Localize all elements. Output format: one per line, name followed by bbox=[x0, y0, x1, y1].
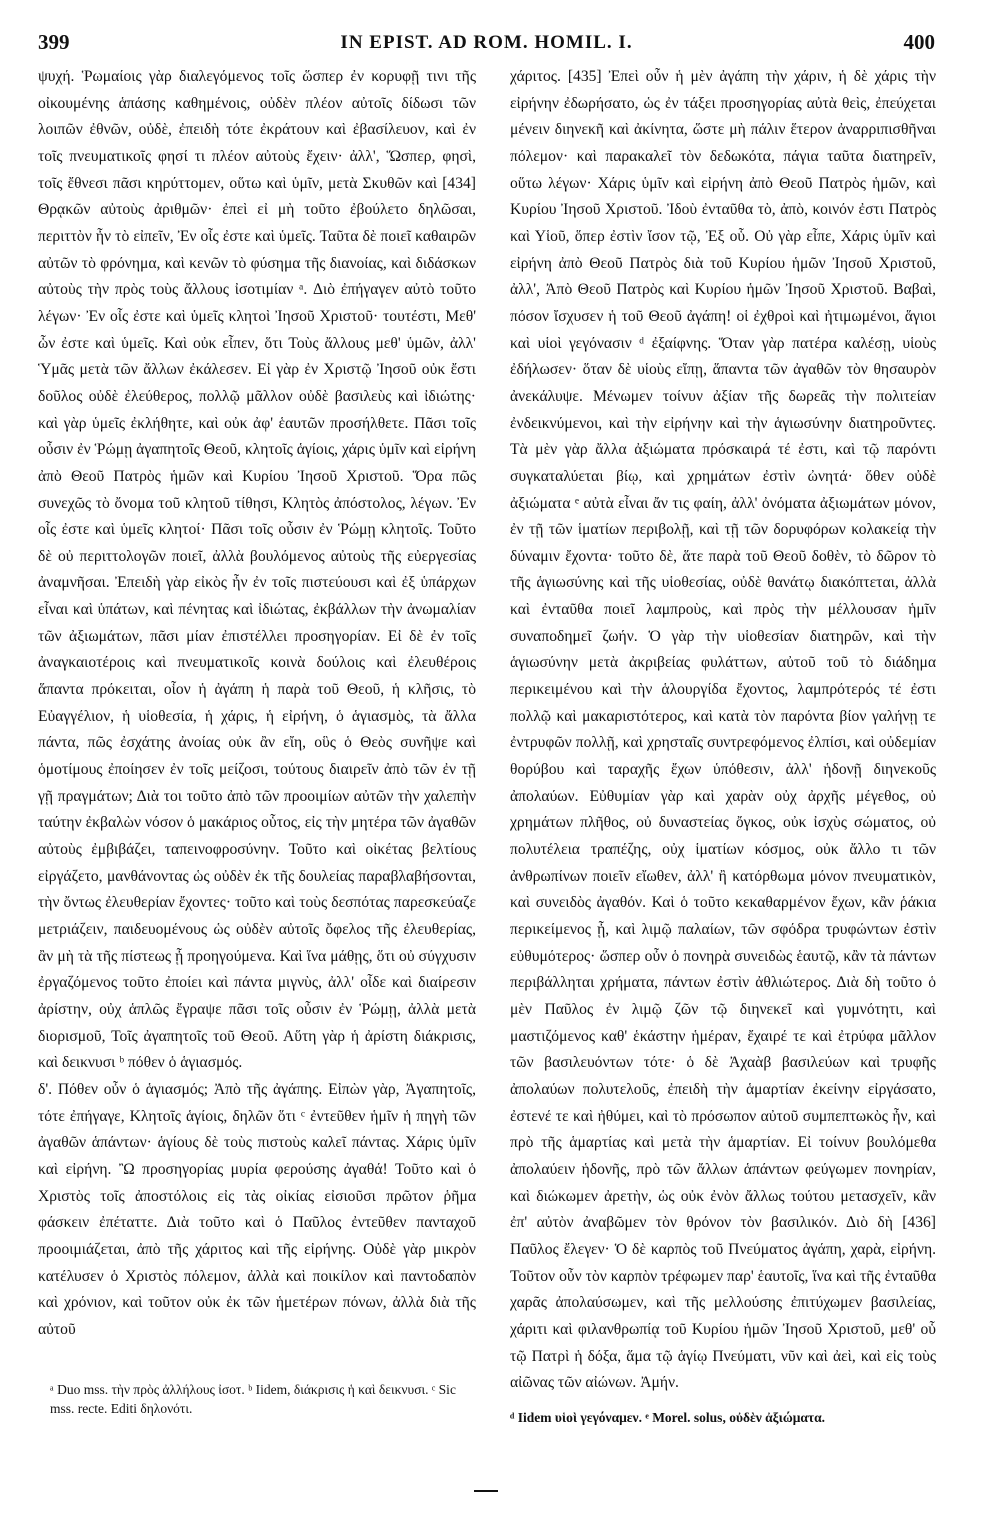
paragraph: ψυχή. Ῥωμαίοις γὰρ διαλεγόμενος τοῖς ὥσπερ ἐν κορυφῇ τινι τῆς οἰκουμένης ἁπάσης καθημένοις, οὐδὲν πλέον αὐτοῖς δίδωσι τῶν λοιπῶν ἐθνῶν, οὐδὲ, ἐπειδὴ τότε ἐκράτουν καὶ ἐβασίλευον, καὶ ἐν τοῖς πνευματικοῖς φησί τι πλέον αὐτοὺς ἔχειν· ἀλλ', Ὥσπερ, φησὶ, τοῖς ἔθνεσι πᾶσι κηρύττομεν, οὕτω καὶ ὑμῖν, μετὰ Σκυθῶν καὶ [434] Θρᾳκῶν αὐτοὺς ἀριθμῶν· ἐπεὶ εἰ μὴ τοῦτο ἐβούλετο δηλῶσαι, περιττὸν ἦν τὸ εἰπεῖν, Ἐν οἷς ἐστε καὶ ὑμεῖς. Ταῦτα δὲ ποιεῖ καθαιρῶν αὐτῶν τὸ φρόνημα, καὶ κενῶν τὸ φύσημα τῆς διανοίας, καὶ διδάσκων αὐτοὺς τὴν πρὸς τοὺς ἄλλους ἰσοτιμίαν ᵃ. Διὸ ἐπήγαγεν αὐτὸ τοῦτο λέγων· Ἐν οἷς ἐστε καὶ ὑμεῖς κλητοὶ Ἰησοῦ Χριστοῦ· τουτέστι, Μεθ' ὧν ἐστε καὶ ὑμεῖς. Καὶ οὐκ εἶπεν, ὅτι Τοὺς ἄλλους μεθ' ὑμῶν, ἀλλ' Ὑμᾶς μετὰ τῶν ἄλλων ἐκάλεσεν. Εἰ γὰρ ἐν Χριστῷ Ἰησοῦ οὐκ ἔστι δοῦλος οὐδὲ ἐλεύθερος, πολλῷ μᾶλλον οὐδὲ βασιλεὺς καὶ ἰδιώτης· καὶ γὰρ ὑμεῖς ἐκλήθητε, καὶ οὐκ ἀφ' ἑαυτῶν προσήλθετε. Πᾶσι τοῖς οὖσιν ἐν Ῥώμῃ ἀγαπητοῖς Θεοῦ, κλητοῖς ἁγίοις, χάρις ὑμῖν καὶ εἰρήνη ἀπὸ Θεοῦ Πατρὸς ἡμῶν καὶ Κυρίου Ἰησοῦ Χριστοῦ. Ὅρα πῶς συνεχῶς τὸ ὄνομα τοῦ κλητοῦ τίθησι, Κλητὸς ἀπόστολος, λέγων. Ἐν οἷς ἐστε καὶ ὑμεῖς κλητοί· Πᾶσι τοῖς οὖσιν ἐν Ῥώμῃ κλητοῖς. Τοῦτο δὲ οὐ περιττολογῶν ποιεῖ, ἀλλὰ βουλόμενος αὐτοὺς τῆς εὐεργεσίας ἀναμνῆσαι. Ἐπειδὴ γὰρ εἰκὸς ἦν ἐν τοῖς πιστεύουσι καὶ ἐξ ὑπάρχων εἶναι καὶ ὑπάτων, καὶ πένητας καὶ ἰδιώτας, ἐκβάλλων τὴν ἀνωμαλίαν τῶν ἀξιωμάτων, πᾶσι μίαν ἐπιστέλλει προσηγορίαν. Εἰ δὲ ἐν τοῖς ἀναγκαιοτέροις καὶ πνευματικοῖς κοινὰ δούλοις καὶ ἐλευθέροις ἅπαντα πρόκειται, οἷον ἡ ἀγάπη ἡ παρὰ τοῦ Θεοῦ, ἡ κλῆσις, τὸ Εὐαγγέλιον, ἡ υἱοθεσία, ἡ χάρις, ἡ εἰρήνη, ὁ ἁγιασμὸς, τὰ ἄλλα πάντα, πῶς ἐσχάτης ἀνοίας οὐκ ἂν εἴη, οὓς ὁ Θεὸς συνῆψε καὶ ὁμοτίμους ἐποίησεν ἐν τοῖς μείζοσι, τούτους διαιρεῖν ἀπὸ τῶν ἐν τῇ γῇ πραγμάτων; Διὰ τοι τοῦτο ἀπὸ τῶν προοιμίων αὐτῶν τὴν χαλεπὴν ταύτην ἐκβαλὼν νόσον ὁ μακάριος οὗτος, εἰς τὴν μητέρα τῶν ἀγαθῶν αὐτοὺς ἐμβιβάζει, ταπεινοφροσύνην. Τοῦτο καὶ οἰκέτας βελτίους εἰργάζετο, μανθάνοντας ὡς οὐδὲν ἐκ τῆς δουλείας παραβλαβήσονται, τὴν ὄντως ἐλευθερίαν ἔχοντες· τοῦτο καὶ τοὺς δεσπότας παρεσκεύαζε μετριάζειν, παιδευομένους ὡς οὐδὲν αὐτοῖς ὄφελος τῆς ἐλευθερίας, ἂν μὴ τὰ τῆς πίστεως ᾖ προηγούμενα. Καὶ ἵνα μάθῃς, ὅτι οὐ σύγχυσιν ἐργαζόμενος τοῦτο ἐποίει καὶ πάντα μιγνὺς, ἀλλ' οἶδε καὶ διαίρεσιν ἀρίστην, οὐχ ἁπλῶς ἔγραψε πᾶσι τοῖς οὖσιν ἐν Ῥώμῃ, ἀλλὰ μετὰ διορισμοῦ, Τοῖς ἀγαπητοῖς τοῦ Θεοῦ. Αὕτη γὰρ ἡ ἀρίστη διάκρισις, καὶ δεικνυσι ᵇ πόθεν ὁ ἁγιασμός. bbox=[38, 68, 476, 1072]
page-number-left: 399 bbox=[38, 30, 70, 54]
right-column bbox=[510, 64, 936, 1397]
page-end-dash bbox=[474, 1490, 498, 1492]
paragraph: χάριτος. [435] Ἐπεὶ οὖν ἡ μὲν ἀγάπη τὴν χάριν, ἡ δὲ χάρις τὴν εἰρήνην ἐδωρήσατο, ὡς ἐν τάξει προσηγορίας αὐτὰ θεὶς, ἐπεύχεται μένειν διηνεκῆ καὶ ἀκίνητα, ὥστε μὴ πάλιν ἕτερον ἀναρριπισθῆναι πόλεμον· καὶ παρακαλεῖ τὸν δεδωκότα, πάγια ταῦτα διατηρεῖν, οὕτω λέγων· Χάρις ὑμῖν καὶ εἰρήνη ἀπὸ Θεοῦ Πατρὸς ἡμῶν, καὶ Κυρίου Ἰησοῦ Χριστοῦ. Ἰδοὺ ἐνταῦθα τὸ, ἀπὸ, κοινόν ἐστι Πατρὸς καὶ Υἱοῦ, ὅπερ ἐστὶν ἴσον τῷ, Ἐξ οὗ. Οὐ γὰρ εἶπε, Χάρις ὑμῖν καὶ εἰρήνη ἀπὸ Θεοῦ Πατρὸς διὰ τοῦ Κυρίου ἡμῶν Ἰησοῦ Χριστοῦ, ἀλλ', Ἀπὸ Θεοῦ Πατρὸς καὶ Κυρίου ἡμῶν Ἰησοῦ Χριστοῦ. Βαβαὶ, πόσον ἴσχυσεν ἡ τοῦ Θεοῦ ἀγάπη! οἱ ἐχθροὶ καὶ ἠτιμωμένοι, ἅγιοι καὶ υἱοὶ γεγόνασιν ᵈ ἐξαίφνης. Ὅταν γὰρ πατέρα καλέσῃ, υἱοὺς ἐδήλωσεν· ὅταν δὲ υἱοὺς εἴπῃ, ἅπαντα τῶν ἀγαθῶν τὸν θησαυρὸν ἀνεκάλυψε. Μένωμεν τοίνυν ἀξίαν τῆς δωρεᾶς τὴν πολιτείαν ἐνδεικνύμενοι, καὶ τὴν εἰρήνην καὶ τὴν ἁγιωσύνην διατηροῦντες. Τὰ μὲν γὰρ ἄλλα ἀξιώματα πρόσκαιρά τέ ἐστι, καὶ τῷ παρόντι συγκαταλύεται βίῳ, καὶ χρημάτων ἐστὶν ὠνητά· ὅθεν οὐδὲ ἀξιώματα ᵉ αὐτὰ εἶναι ἄν τις φαίη, ἀλλ' ὀνόματα ἀξιωμάτων μόνον, ἐν τῇ τῶν ἱματίων περιβολῇ, καὶ τῇ τῶν δορυφόρων κολακείᾳ τὴν δύναμιν ἔχοντα· τοῦτο δὲ, ἅτε παρὰ τοῦ Θεοῦ δοθὲν, τὸ δῶρον τὸ τῆς ἁγιωσύνης καὶ τῆς υἱοθεσίας, οὐδὲ θανάτῳ διακόπτεται, ἀλλὰ καὶ ἐνταῦθα ποιεῖ λαμπροὺς, καὶ πρὸς τὴν μέλλουσαν ἡμῖν συναποδημεῖ ζωήν. Ὁ γὰρ τὴν υἱοθεσίαν διατηρῶν, καὶ τὴν ἁγιωσύνην μετὰ ἀκριβείας φυλάττων, αὐτοῦ τοῦ τὸ διάδημα περικειμένου καὶ τὴν ἁλουργίδα ἔχοντος, λαμπρότερός τέ ἐστι πολλῷ καὶ μακαριστότερος, καὶ κατὰ τὸν παρόντα βίον γαλήνῃ τε ἐντρυφῶν πολλῇ, καὶ χρησταῖς συντρεφόμενος ἐλπίσι, καὶ οὐδεμίαν θορύβου καὶ ταραχῆς ἔχων ὑπόθεσιν, ἀλλ' ἡδονῇ διηνεκοῦς ἀπολαύων. Εὐθυμίαν γὰρ καὶ χαρὰν οὐχ ἀρχῆς μέγεθος, οὐ χρημάτων πλῆθος, οὐ δυναστείας ὄγκος, οὐκ ἰσχὺς σώματος, οὐ πολυτέλεια τραπέζης, οὐχ ἱματίων κόσμος, οὐκ ἄλλο τι τῶν ἀνθρωπίνων ποιεῖν εἴωθεν, ἀλλ' ἢ κατόρθωμα μόνον πνευματικὸν, καὶ συνειδὸς ἀγαθόν. Καὶ ὁ τοῦτο κεκαθαρμένον ἔχων, κἂν ῥάκια περικείμενος ᾖ, καὶ λιμῷ παλαίων, τῶν σφόδρα τρυφώντων ἐστὶν εὐθυμότερος· ὥσπερ οὖν ὁ πονηρὰ συνειδὼς ἑαυτῷ, κἂν τὰ πάντων περιβάλληται χρήματα, πάντων ἐστὶν ἀθλιώτερος. Διὰ δὴ τοῦτο ὁ μὲν Παῦλος ἐν λιμῷ ζῶν τῷ διηνεκεῖ καὶ γυμνότητι, καὶ μαστιζόμενος καθ' ἑκάστην ἡμέραν, ἔχαιρέ τε καὶ ἐτρύφα μᾶλλον τῶν βασιλευόντων τότε· ὁ δὲ Ἀχαὰβ βασιλεύων καὶ τρυφῆς ἀπολαύων πολυτελοῦς, ἐπειδὴ τὴν ἁμαρτίαν ἐκείνην εἰργάσατο, ἐστενέ τε καὶ ἠθύμει, καὶ τὸ πρόσωπον αὐτοῦ συμπεπτωκὸς ἦν, καὶ πρὸ τῆς ἁμαρτίας καὶ μετὰ τὴν ἁμαρτίαν. Εἰ τοίνυν βουλόμεθα ἀπολαύειν ἡδονῆς, πρὸ τῶν ἄλλων ἁπάντων φεύγωμεν πονηρίαν, καὶ διώκωμεν ἀρετὴν, ὡς οὐκ ἐνὸν ἄλλως τούτου μετασχεῖν, κἂν ἐπ' αὐτὸν ἀναβῶμεν τὸν θρόνον τὸν βασιλικόν. Διὸ δὴ [436] Παῦλος ἔλεγεν· Ὁ δὲ καρπὸς τοῦ Πνεύματος ἀγάπη, χαρὰ, εἰρήνη. Τοῦτον οὖν τὸν καρπὸν τρέφωμεν παρ' ἑαυτοῖς, ἵνα καὶ τῆς ἐνταῦθα χαρᾶς ἀπολαύσωμεν, καὶ τῆς μελλούσης ἐπιτύχωμεν βασιλείας, χάριτι καὶ φιλανθρωπίᾳ τοῦ Κυρίου ἡμῶν Ἰησοῦ Χριστοῦ, μεθ' οὗ τῷ Πατρὶ ἡ δόξα, ἅμα τῷ ἁγίῳ Πνεύματι, νῦν καὶ ἀεὶ, καὶ εἰς τοὺς αἰῶνας τῶν αἰώνων. Ἀμήν. bbox=[510, 68, 936, 1392]
running-title: IN EPIST. AD ROM. HOMIL. I. bbox=[340, 32, 633, 53]
paragraph: δ'. Πόθεν οὖν ὁ ἁγιασμός; Ἀπὸ τῆς ἀγάπης. Εἰπὼν γὰρ, Ἀγαπητοῖς, τότε ἐπήγαγε, Κλητοῖς ἁγίοις, δηλῶν ὅτι ᶜ ἐντεῦθεν ἡμῖν ἡ πηγὴ τῶν ἀγαθῶν ἁπάντων· ἁγίους δὲ τοὺς πιστοὺς καλεῖ πάντας. Χάρις ὑμῖν καὶ εἰρήνη. Ὢ προσηγορίας μυρία φερούσης ἀγαθά! Τοῦτο καὶ ὁ Χριστὸς τοῖς ἀποστόλοις εἰς τὰς οἰκίας εἰσιοῦσι πρῶτον ῥῆμα φάσκειν ἐπέταττε. Διὰ τοῦτο καὶ ὁ Παῦλος ἐντεῦθεν πανταχοῦ προοιμιάζεται, ἀπὸ τῆς χάριτος καὶ τῆς εἰρήνης. Οὐδὲ γὰρ μικρὸν κατέλυσεν ὁ Χριστὸς πόλεμον, ἀλλὰ καὶ ποικίλον καὶ παντοδαπὸν καὶ χρόνιον, καὶ τοῦτον οὐκ ἐκ τῶν ἡμετέρων πόνων, ἀλλὰ διὰ τῆς αὐτοῦ bbox=[38, 1080, 476, 1338]
page-header bbox=[38, 30, 935, 58]
footnotes-right: ᵈ Iidem υἱοὶ γεγόναμεν. ᵉ Morel. solus, οὐδὲν ἀξιώματα. bbox=[510, 1410, 826, 1425]
footnotes-left: ᵃ Duo mss. τὴν πρὸς ἀλλήλους ἰσοτ. ᵇ Iidem, διάκρισις ἡ καὶ δεικνυσι. ᶜ Sic mss. recte. Editi δηλονότι. bbox=[50, 1382, 456, 1416]
page-number-right: 400 bbox=[903, 30, 935, 54]
left-column bbox=[38, 64, 476, 1344]
